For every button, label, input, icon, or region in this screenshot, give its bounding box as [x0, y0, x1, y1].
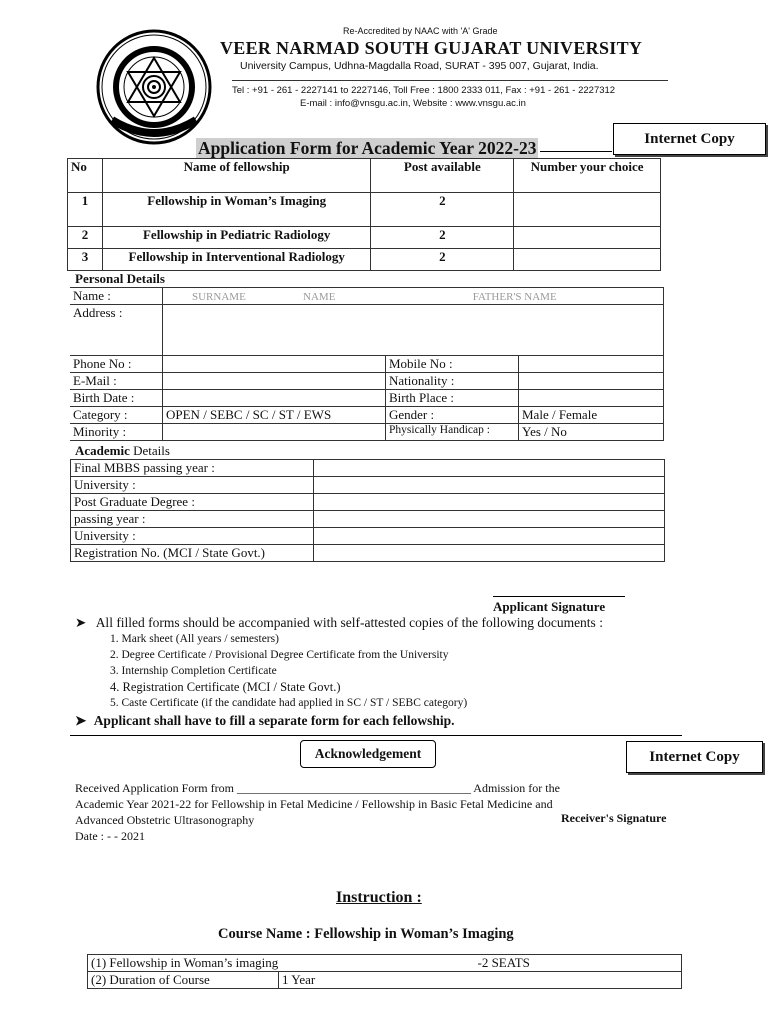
name-field[interactable] — [163, 288, 664, 305]
academic-row-field[interactable] — [314, 545, 665, 562]
name-hint: NAME — [303, 291, 336, 303]
category-options[interactable]: OPEN / SEBC / SC / ST / EWS — [163, 407, 386, 424]
university-logo — [92, 28, 216, 146]
name-label: Name : — [70, 288, 163, 305]
row-fellowship-name: Fellowship in Interventional Radiology — [102, 249, 371, 271]
academic-row-label: Final MBBS passing year : — [71, 460, 314, 477]
academic-row-label: Post Graduate Degree : — [71, 494, 314, 511]
course-row-value: 1 Year — [279, 972, 682, 989]
academic-heading-rest: Details — [129, 443, 170, 458]
gender-options[interactable]: Male / Female — [519, 407, 664, 424]
personal-details-table — [70, 287, 664, 441]
document-item: 4. Registration Certificate (MCI / State Govt.) — [110, 680, 341, 694]
academic-row-field[interactable] — [314, 494, 665, 511]
acknowledgement-title: Acknowledgement — [300, 740, 436, 768]
birth-place-label: Birth Place : — [386, 390, 519, 407]
academic-details-table — [70, 459, 665, 562]
personal-details-heading: Personal Details — [75, 271, 165, 286]
row-no: 1 — [68, 193, 103, 227]
receiver-signature-label: Receiver's Signature — [561, 811, 667, 825]
mobile-field[interactable] — [519, 356, 664, 373]
row-posts: 2 — [371, 227, 514, 249]
table-row — [68, 249, 661, 271]
minority-label: Minority : — [70, 424, 163, 441]
academic-row-label: Registration No. (MCI / State Govt.) — [71, 545, 314, 562]
minority-field[interactable] — [163, 424, 386, 441]
header-no: No — [68, 159, 103, 193]
documents-note-text: All filled forms should be accompanied with self-attested copies of the following documents : — [95, 615, 603, 630]
physically-handicap-label: Physically Handicap : — [386, 424, 519, 441]
choice-input-cell[interactable] — [514, 249, 661, 271]
academic-row-field[interactable] — [314, 460, 665, 477]
table-row — [68, 227, 661, 249]
document-item: 3. Internship Completion Certificate — [110, 665, 277, 677]
academic-heading-bold: Academic — [75, 443, 130, 458]
physically-handicap-options[interactable]: Yes / No — [519, 424, 664, 441]
academic-details-heading — [75, 443, 170, 459]
birth-place-field[interactable] — [519, 390, 664, 407]
address-label: Address : — [70, 305, 163, 356]
row-fellowship-name: Fellowship in Pediatric Radiology — [102, 227, 371, 249]
choice-input-cell[interactable] — [514, 227, 661, 249]
mobile-label: Mobile No : — [386, 356, 519, 373]
birth-date-label: Birth Date : — [70, 390, 163, 407]
separate-form-note — [75, 713, 455, 729]
university-name: VEER NARMAD SOUTH GUJARAT UNIVERSITY — [220, 38, 643, 58]
header-divider — [232, 80, 668, 81]
email-label: E-Mail : — [70, 373, 163, 390]
acknowledgement-text — [75, 780, 560, 844]
address-field[interactable] — [163, 305, 664, 356]
university-contact: Tel : +91 - 261 - 2227141 to 2227146, Toll Free : 1800 2333 011, Fax : +91 - 261 - 2227312 — [232, 85, 616, 96]
choice-input-cell[interactable] — [514, 193, 661, 227]
documents-note — [75, 615, 603, 631]
academic-row-field[interactable] — [314, 477, 665, 494]
row-posts: 2 — [371, 193, 514, 227]
form-title: Application Form for Academic Year 2022-23 — [198, 138, 537, 158]
course-name-value: Fellowship in Woman’s Imaging — [314, 926, 514, 942]
academic-row-label: passing year : — [71, 511, 314, 528]
university-address: University Campus, Udhna-Magdalla Road, SURAT - 395 007, Gujarat, India. — [240, 60, 599, 72]
birth-date-field[interactable] — [163, 390, 386, 407]
arrow-bullet-icon: ➤ — [75, 615, 87, 630]
course-row-label: (1) Fellowship in Woman’s imaging — [91, 955, 279, 970]
separate-form-note-text: Applicant shall have to fill a separate form for each fellowship. — [93, 713, 455, 728]
academic-row-field[interactable] — [314, 511, 665, 528]
nationality-label: Nationality : — [386, 373, 519, 390]
phone-field[interactable] — [163, 356, 386, 373]
cut-divider — [70, 735, 682, 736]
internet-copy-badge: Internet Copy — [626, 741, 763, 773]
fathers-name-hint: FATHER'S NAME — [472, 291, 557, 303]
surname-hint: SURNAME — [192, 291, 246, 303]
category-label: Category : — [70, 407, 163, 424]
gender-label: Gender : — [386, 407, 519, 424]
course-name — [218, 926, 514, 943]
arrow-bullet-icon: ➤ — [75, 713, 87, 728]
ack-date: Date : - - 2021 — [75, 829, 145, 843]
academic-row-label: University : — [71, 528, 314, 545]
document-item: 1. Mark sheet (All years / semesters) — [110, 633, 279, 645]
document-item: 5. Caste Certificate (if the candidate had applied in SC / ST / SEBC category) — [110, 697, 468, 709]
internet-copy-badge: Internet Copy — [613, 123, 766, 155]
ack-line: Received Application Form from _______________________________________ Admission for the — [75, 781, 560, 795]
header-fellowship-name: Name of fellowship — [102, 159, 371, 193]
applicant-signature-label: Applicant Signature — [493, 599, 606, 614]
email-field[interactable] — [163, 373, 386, 390]
ack-line: Academic Year 2021-22 for Fellowship in Fetal Medicine / Fellowship in Basic Fetal Medicine and — [75, 797, 553, 811]
applicant-signature-line[interactable] — [493, 596, 625, 597]
title-rule — [540, 151, 612, 152]
university-email-website: E-mail : info@vnsgu.ac.in, Website : www.vnsgu.ac.in — [300, 98, 526, 109]
course-row-label: (2) Duration of Course — [88, 972, 279, 989]
nationality-field[interactable] — [519, 373, 664, 390]
row-fellowship-name: Fellowship in Woman’s Imaging — [102, 193, 371, 227]
academic-row-field[interactable] — [314, 528, 665, 545]
accreditation-text: Re-Accredited by NAAC with 'A' Grade — [343, 26, 498, 36]
row-no: 3 — [68, 249, 103, 271]
academic-row-label: University : — [71, 477, 314, 494]
ack-line: Advanced Obstetric Ultrasonography — [75, 813, 255, 827]
table-row — [68, 193, 661, 227]
header-number-your-choice: Number your choice — [514, 159, 661, 193]
header-post-available: Post available — [371, 159, 514, 193]
instruction-title: Instruction : — [336, 889, 422, 906]
course-row-value: -2 SEATS — [477, 955, 530, 970]
document-item: 2. Degree Certificate / Provisional Degree Certificate from the University — [110, 649, 449, 661]
fellowship-table — [67, 158, 661, 271]
course-row — [88, 955, 682, 972]
course-table — [87, 954, 682, 989]
row-no: 2 — [68, 227, 103, 249]
course-name-label: Course Name : — [218, 926, 315, 942]
row-posts: 2 — [371, 249, 514, 271]
phone-label: Phone No : — [70, 356, 163, 373]
